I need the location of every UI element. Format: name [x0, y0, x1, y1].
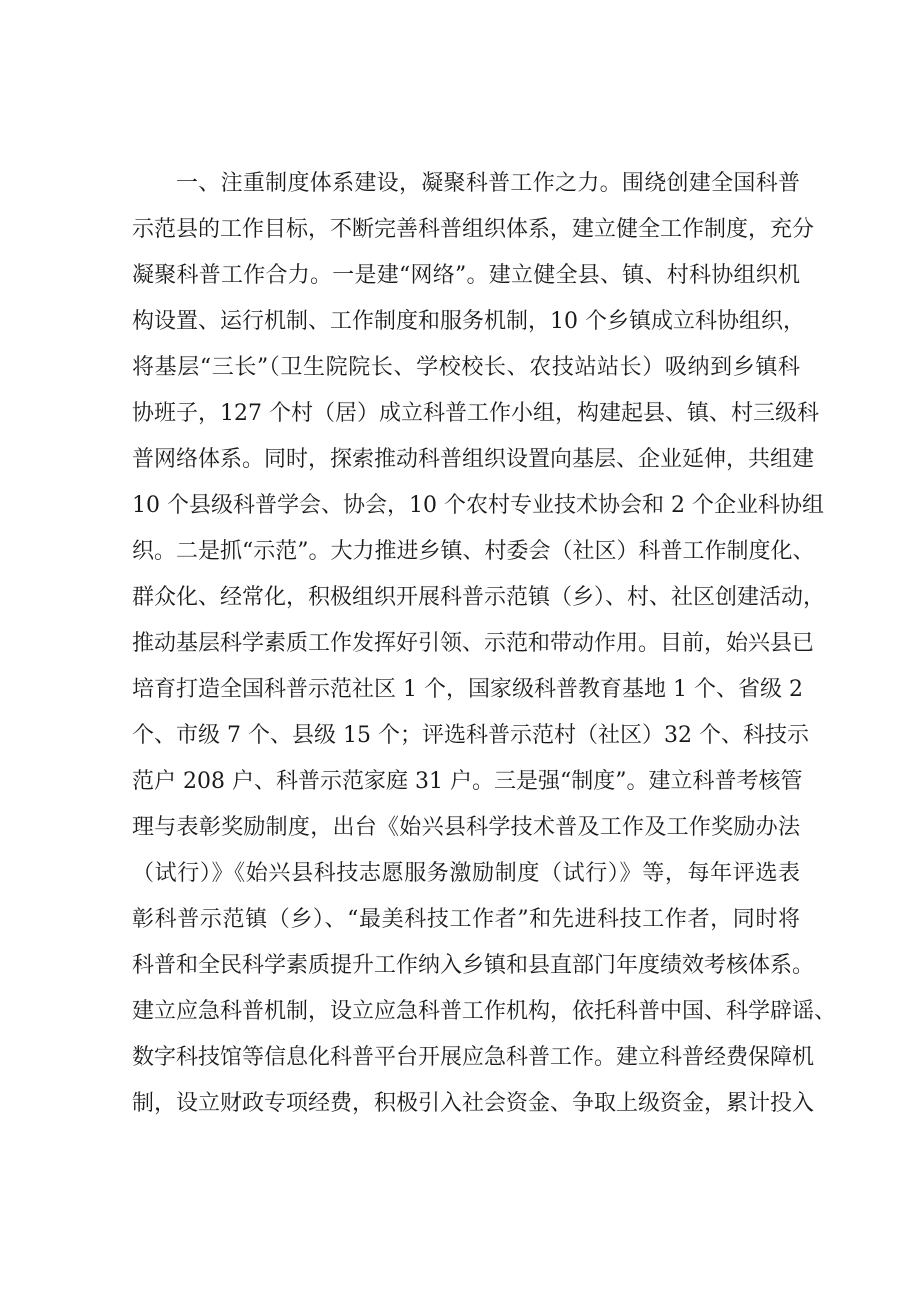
text-line: 10 个县级科普学会、协会，10 个农村专业技术协会和 2 个企业科协组 [132, 493, 824, 518]
text-line: 将基层“三长”（卫生院院长、学校校长、农技站站长）吸纳到乡镇科 [132, 355, 800, 380]
text-line: 织。二是抓“示范”。大力推进乡镇、村委会（社区）科普工作制度化、 [132, 539, 815, 564]
text-line: 一、注重制度体系建设，凝聚科普工作之力。围绕创建全国科普 [176, 171, 800, 196]
text-line: 数字科技馆等信息化科普平台开展应急科普工作。建立科普经费保障机 [132, 1045, 815, 1070]
text-line: 普网络体系。同时，探索推动科普组织设置向基层、企业延伸，共组建 [132, 447, 815, 472]
text-line: 示范县的工作目标，不断完善科普组织体系，建立健全工作制度，充分 [132, 217, 815, 242]
text-line: 范户 208 户、科普示范家庭 31 户。三是强“制度”。建立科普考核管 [132, 769, 803, 794]
text-line: 彰科普示范镇（乡）、“最美科技工作者”和先进科技工作者，同时将 [132, 907, 800, 932]
text-line: 推动基层科学素质工作发挥好引领、示范和带动作用。目前，始兴县已 [132, 631, 815, 656]
text-line: 培育打造全国科普示范社区 1 个，国家级科普教育基地 1 个、省级 2 [132, 677, 803, 702]
text-line: 凝聚科普工作合力。一是建“网络”。建立健全县、镇、村科协组织机 [132, 263, 800, 288]
text-line: 群众化、经常化，积极组织开展科普示范镇（乡）、村、社区创建活动， [132, 585, 826, 610]
text-line: 科普和全民科学素质提升工作纳入乡镇和县直部门年度绩效考核体系。 [132, 953, 815, 978]
text-line: （试行）》《始兴县科技志愿服务激励制度（试行）》等，每年评选表 [132, 861, 800, 886]
body-paragraph [132, 161, 837, 1127]
text-line: 建立应急科普机制，设立应急科普工作机构，依托科普中国、科学辟谣、 [132, 999, 837, 1024]
text-line: 制，设立财政专项经费，积极引入社会资金、争取上级资金，累计投入 [132, 1091, 815, 1116]
text-line: 协班子，127 个村（居）成立科普工作小组，构建起县、镇、村三级科 [132, 401, 819, 426]
text-line: 构设置、运行机制、工作制度和服务机制，10 个乡镇成立科协组织， [132, 309, 805, 334]
text-line: 个、市级 7 个、县级 15 个；评选科普示范村（社区）32 个、科技示 [132, 723, 809, 748]
text-line: 理与表彰奖励制度，出台《始兴县科学技术普及工作及工作奖励办法 [132, 815, 800, 840]
